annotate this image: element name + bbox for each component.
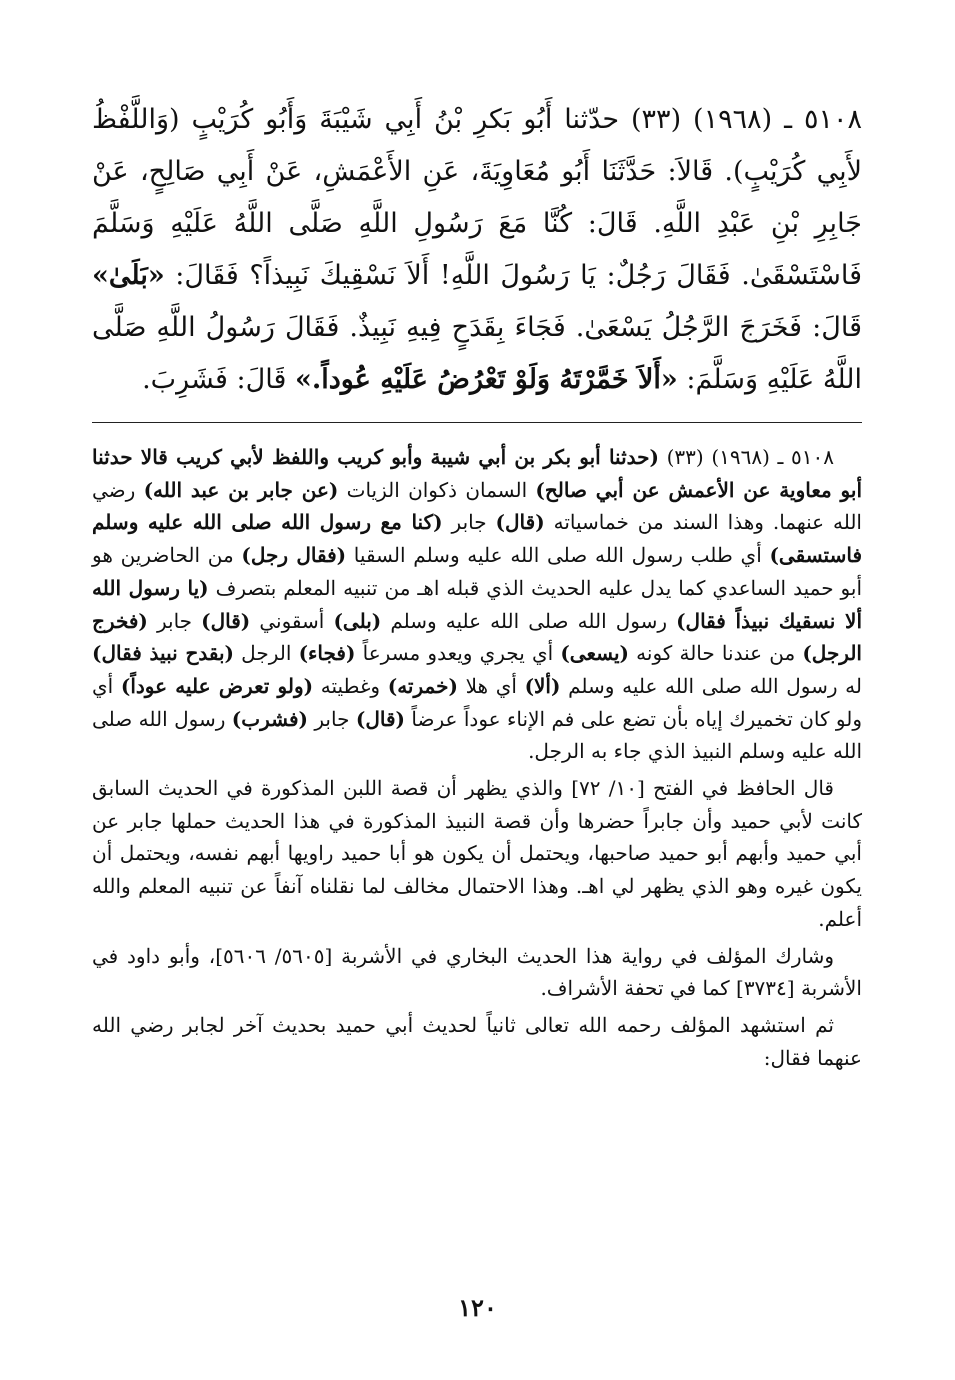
commentary-paragraph bbox=[92, 772, 862, 936]
commentary-bold-segment: (فشرب) bbox=[231, 706, 308, 731]
commentary-bold-segment: (ألا) bbox=[524, 673, 561, 698]
commentary-paragraph bbox=[92, 1009, 862, 1074]
commentary-paragraph bbox=[92, 441, 862, 768]
separator-line bbox=[92, 422, 862, 423]
page-number: ١٢٠ bbox=[458, 1293, 497, 1322]
commentary-segment: أي ولو كان تخميرك إياه بأن تضع على فم الإناء عوداً عرضاً bbox=[92, 673, 862, 731]
commentary-segment: جابر bbox=[307, 706, 356, 731]
page-body bbox=[92, 94, 862, 1074]
commentary-segment: أسقوني bbox=[250, 608, 334, 633]
commentary-bold-segment: (فخرج الرجل) bbox=[92, 608, 862, 666]
commentary-bold-segment: (فجاء) bbox=[298, 641, 356, 666]
commentary-bold-segment: (بقدح نبيذ فقال) bbox=[92, 641, 235, 666]
commentary-bold-segment: (قال) bbox=[201, 608, 251, 633]
commentary-bold-segment: (خمرته) bbox=[387, 673, 458, 698]
commentary-segment: وغطيته bbox=[313, 673, 388, 698]
commentary-segment: قال الحافظ في الفتح [١٠/ ٧٢] والذي يظهر أن قصة اللبن المذكورة في الحديث السابق كانت لأبي حميد وأن جابراً حضرها وأن قصة النبيذ المذكورة في هذا الحديث حملها جابر عن أبي حميد وأبهم أبو حميد صاحبها، ويحتمل أن يكون هو أبا حميد راويها أبهم نفسه، ويحتمل أن يكون غيره وهو الذي يظهر لي اهـ. وهذا الاحتمال مخالف لما نقلناه آنفاً عن تنبيه المعلم والله أعلم. bbox=[92, 776, 862, 931]
hadith-part-3: قَالَ: فَشَرِبَ. bbox=[142, 364, 295, 395]
commentary-bold-segment: (عن جابر بن عبد الله) bbox=[143, 477, 339, 502]
commentary-segment: أي طلب رسول الله صلى الله عليه وسلم السقيا bbox=[346, 543, 770, 568]
commentary-segment: ٥١٠٨ ـ (١٩٦٨) (٣٣) bbox=[658, 445, 834, 469]
commentary-bold-segment: (يسعى) bbox=[560, 641, 629, 666]
commentary-segment: رضي الله عنهما. وهذا السند من خماسياته bbox=[92, 477, 862, 535]
commentary-segment: له رسول الله صلى الله عليه وسلم bbox=[560, 673, 863, 698]
commentary-bold-segment: (بلى) bbox=[333, 608, 382, 633]
commentary-bold-segment: (فقال رجل) bbox=[241, 543, 347, 568]
commentary-bold-segment: (كنا مع رسول الله صلى الله عليه وسلم فاستسقى) bbox=[92, 510, 863, 568]
hadith-bold-1: «بَلَىٰ» bbox=[92, 260, 165, 291]
commentary-segment: أي هلا bbox=[457, 673, 525, 698]
commentary-segment: من عندنا حالة كونه bbox=[629, 641, 803, 666]
commentary-segment: من الحاضرين هو أبو حميد الساعدي كما يدل عليه الحديث الذي قبله اهـ من تنبيه المعلم بتصرف bbox=[92, 543, 863, 600]
commentary-bold-segment: (ولو تعرض عليه عوداً) bbox=[120, 673, 314, 698]
commentary bbox=[92, 441, 862, 1074]
commentary-segment: ثم استشهد المؤلف رحمه الله تعالى ثانياً لحديث أبي حميد بحديث آخر لجابر رضي الله عنهما فقال: bbox=[92, 1012, 862, 1070]
commentary-paragraph bbox=[92, 940, 862, 1005]
hadith-text bbox=[92, 94, 862, 406]
hadith-part-2: قَالَ: فَخَرَجَ الرَّجُلُ يَسْعَىٰ. فَجَاءَ بِقَدَحٍ فِيهِ نَبِيذٌ. فَقَالَ رَسُولُ اللَّهِ صَلَّى اللَّهُ عَلَيْهِ وَسَلَّمَ: bbox=[92, 312, 862, 395]
commentary-segment: السمان ذكوان الزيات bbox=[338, 477, 536, 502]
commentary-segment: جابر bbox=[147, 608, 202, 633]
hadith-part-1: ٥١٠٨ ـ (١٩٦٨) (٣٣) حدّثنا أَبُو بَكرِ بْنُ أَبِي شَيْبَةَ وَأَبُو كُرَيْبٍ (وَاللَّفْظُ لأَبِي كُرَيْبٍ). قَالاَ: حَدَّثَنَا أَبُو مُعَاوِيَةَ، عَنِ الأَعْمَشِ، عَنْ أَبِي صَالِحٍ، عَنْ جَابِرِ بْنِ عَبْدِ اللَّهِ. قَالَ: كُنَّا مَعَ رَسُولِ اللَّهِ صَلَّى اللَّهُ عَلَيْهِ وَسَلَّمَ فَاسْتَسْقَىٰ. فَقَالَ رَجُلٌ: يَا رَسُولَ اللَّهِ! أَلاَ نَسْقِيكَ نَبِيذاً؟ فَقَالَ: bbox=[92, 104, 863, 291]
commentary-segment: رسول الله صلى الله عليه وسلم النبيذ الذي جاء به الرجل. bbox=[92, 706, 862, 764]
commentary-bold-segment: (يا رسول الله ألا نسقيك نبيذاً فقال) bbox=[92, 575, 862, 633]
commentary-segment: الرجل bbox=[234, 641, 299, 666]
commentary-bold-segment: (قال) bbox=[495, 510, 545, 535]
hadith-bold-2: «أَلاَ خَمَّرْتَهُ وَلَوْ تَعْرُضُ عَلَيْهِ عُوداً.» bbox=[294, 364, 678, 395]
commentary-segment: أي يجري ويعدو مسرعاً bbox=[355, 641, 561, 666]
commentary-segment: رسول الله صلى الله عليه وسلم bbox=[381, 608, 677, 633]
commentary-bold-segment: (حدثنا أبو بكر بن أبي شيبة وأبو كريب واللفظ لأبي كريب قالا حدثنا أبو معاوية عن الأعمش عن أبي صالح) bbox=[92, 445, 863, 502]
commentary-segment: وشارك المؤلف في رواية هذا الحديث البخاري في الأشربة [٥٦٠٥/ ٥٦٠٦]، وأبو داود في الأشربة [٣٧٣٤] كما في تحفة الأشراف. bbox=[92, 943, 862, 1001]
commentary-bold-segment: (قال) bbox=[355, 706, 405, 731]
commentary-segment: جابر bbox=[442, 510, 496, 535]
